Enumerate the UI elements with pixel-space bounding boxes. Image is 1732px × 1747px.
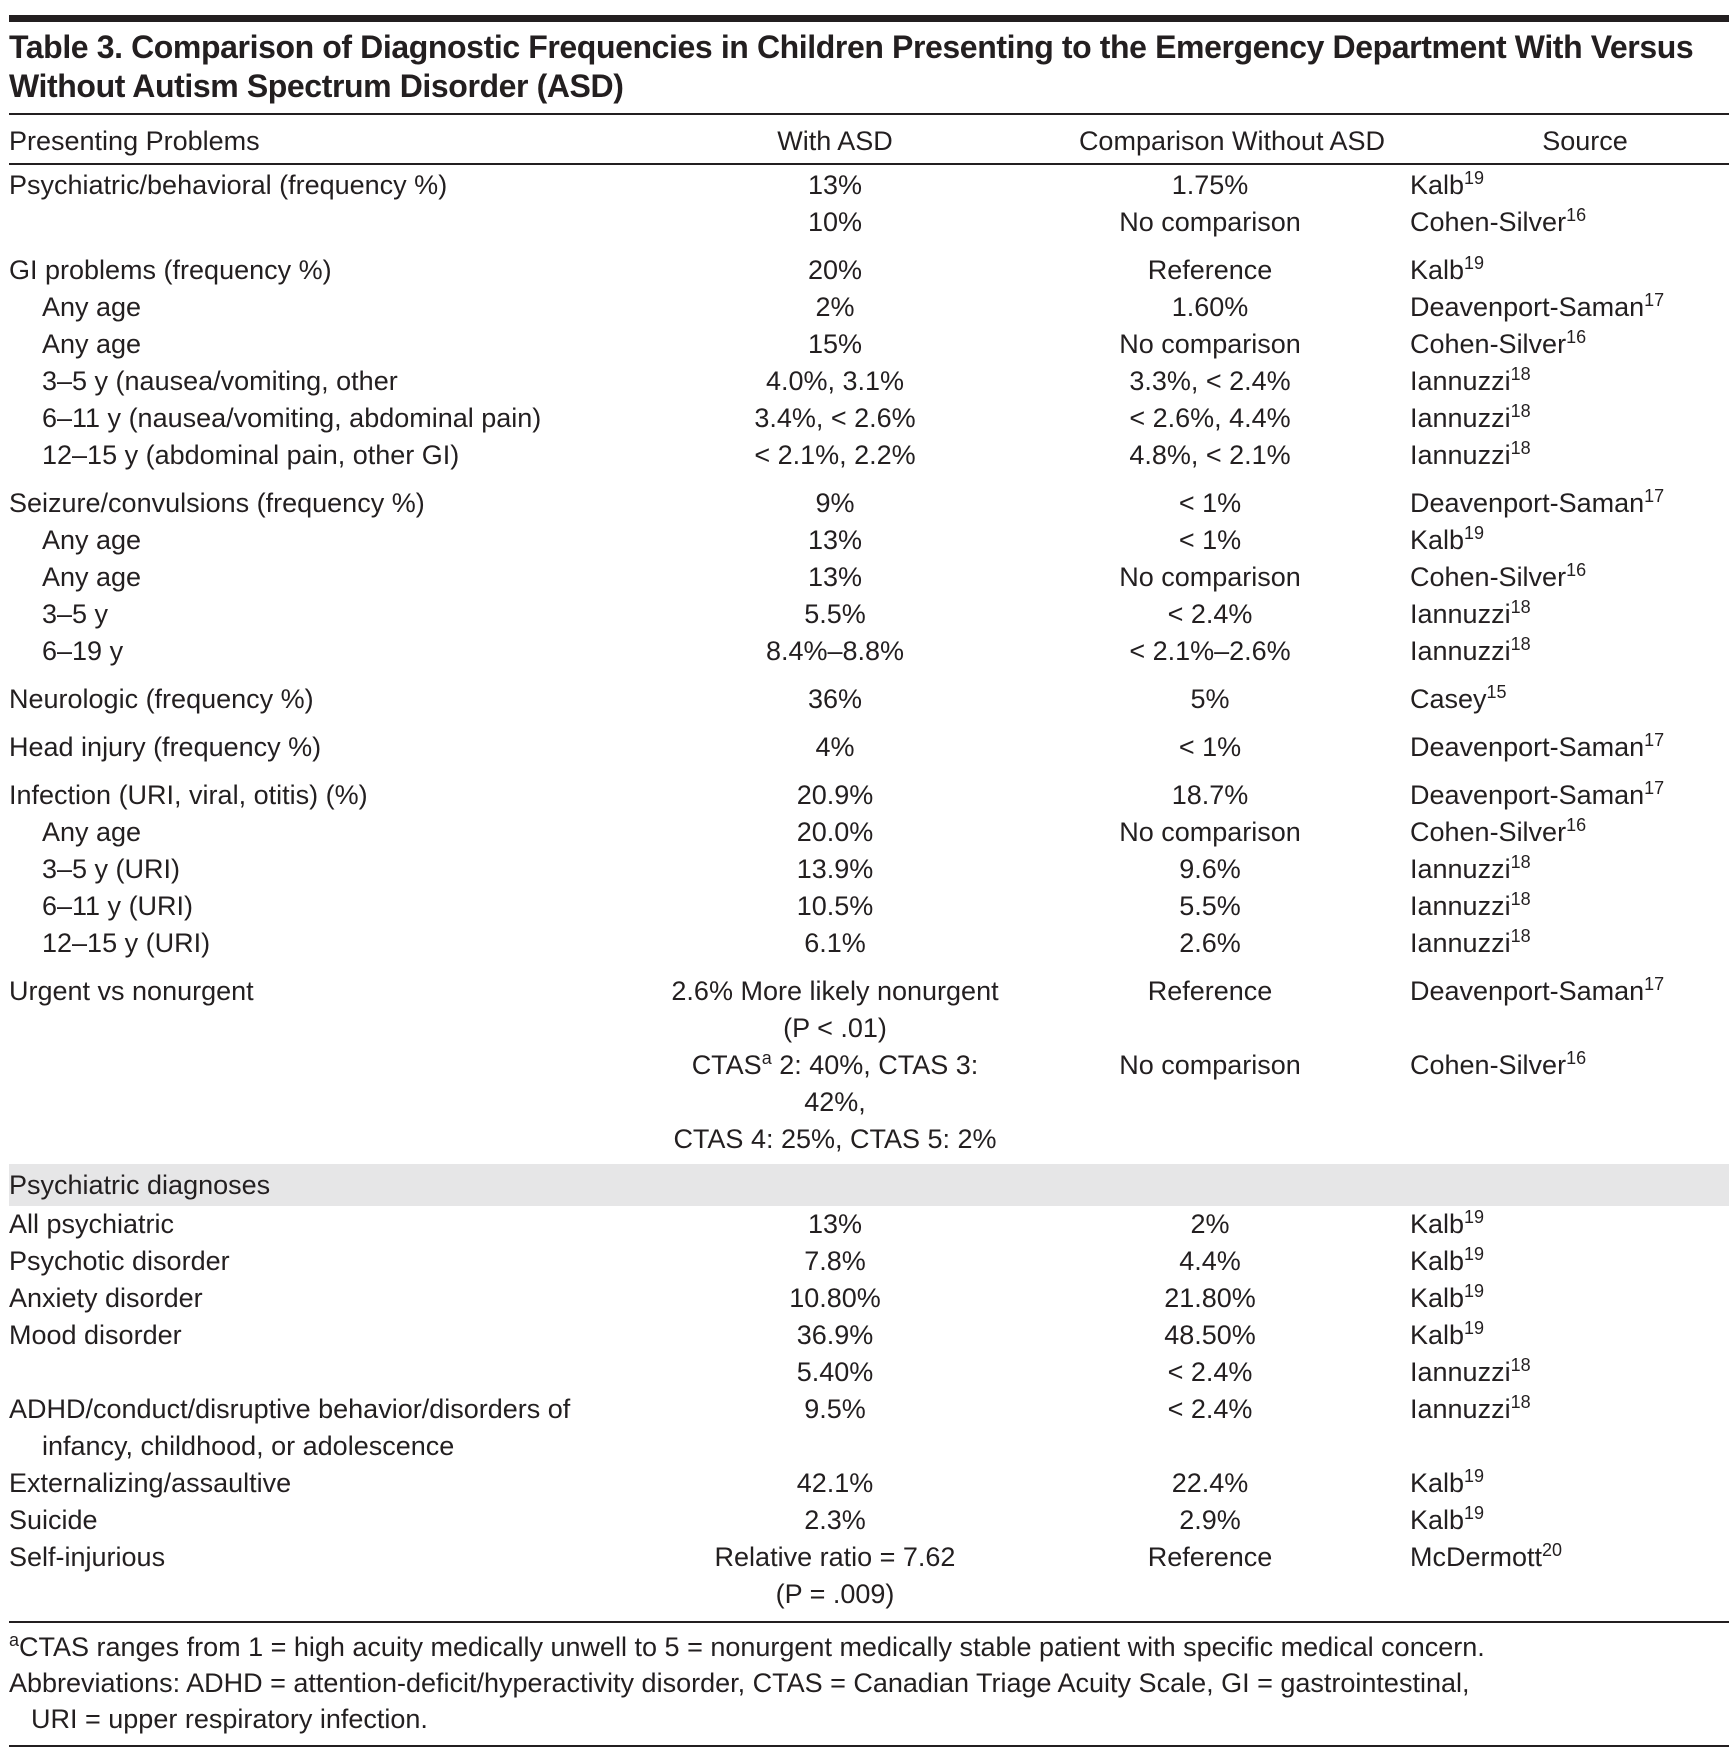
source-reference: 16: [1566, 205, 1587, 225]
presenting-problem-cell: 6–11 y (URI): [42, 891, 194, 921]
source-reference: 17: [1644, 778, 1665, 798]
presenting-problem-cell: Psychiatric/behavioral (frequency %): [9, 170, 448, 200]
source-cell: [1410, 326, 1729, 363]
comparison-cell: 2.6%: [1179, 928, 1241, 958]
with-asd-value: 10.80%: [789, 1283, 881, 1313]
source-author: Iannuzzi: [1410, 599, 1511, 629]
with-asd-value: 3.4%, < 2.6%: [754, 403, 916, 433]
source-cell: [1410, 1354, 1729, 1391]
source-reference: 19: [1464, 1244, 1485, 1264]
source-reference: 18: [1510, 852, 1531, 872]
with-asd-cell: [660, 437, 1010, 474]
with-asd-value: 42.1%: [796, 1468, 874, 1498]
source-cell: [1410, 596, 1729, 633]
comparison-cell: No comparison: [1119, 329, 1301, 359]
with-asd-value: 4.0%, 3.1%: [765, 366, 905, 396]
table-row: [9, 1354, 1729, 1391]
with-asd-cell: [660, 522, 1010, 559]
with-asd-value: 9.5%: [804, 1394, 866, 1424]
source-cell: [1410, 1243, 1729, 1280]
header-presenting-problems: Presenting Problems: [9, 126, 260, 156]
source-reference: 19: [1464, 168, 1485, 188]
table-row: [9, 851, 1729, 888]
presenting-problem-cell: Suicide: [9, 1505, 98, 1535]
comparison-cell: Reference: [1147, 1542, 1273, 1572]
with-asd-cell: [660, 326, 1010, 363]
footnotes: [9, 1621, 1729, 1747]
presenting-problem-cell: 3–5 y: [42, 599, 109, 629]
comparison-cell: < 2.4%: [1167, 1394, 1253, 1424]
source-author: Cohen-Silver: [1410, 329, 1567, 359]
source-author: Cohen-Silver: [1410, 1050, 1567, 1080]
table-row: [9, 1280, 1729, 1317]
with-asd-cell: [660, 1243, 1010, 1280]
source-reference: 18: [1510, 401, 1531, 421]
table-row: [9, 670, 1729, 718]
source-author: Kalb: [1410, 1320, 1465, 1350]
source-cell: [1410, 363, 1729, 400]
presenting-problem-cell: Any age: [42, 817, 142, 847]
with-asd-value: 13.9%: [796, 854, 874, 884]
source-reference: 15: [1486, 682, 1507, 702]
table-row: [9, 522, 1729, 559]
table-row: [9, 962, 1729, 1047]
presenting-problem-cell: GI problems (frequency %): [9, 255, 332, 285]
header-bottom-rule: [9, 163, 1729, 165]
source-cell: [1410, 559, 1729, 596]
comparison-cell: < 1%: [1178, 732, 1242, 762]
table-row: [9, 1047, 1729, 1158]
with-asd-value: 7.8%: [804, 1246, 866, 1276]
with-asd-cell: [660, 1206, 1010, 1243]
presenting-problem-cell: Any age: [42, 525, 142, 555]
with-asd-cell: [660, 559, 1010, 596]
source-author: Deavenport-Saman: [1410, 732, 1645, 762]
source-author: Iannuzzi: [1410, 366, 1511, 396]
with-asd-cell: [660, 474, 1010, 522]
with-asd-cell: [660, 400, 1010, 437]
source-reference: 18: [1510, 364, 1531, 384]
source-author: Kalb: [1410, 255, 1465, 285]
source-reference: 19: [1464, 523, 1485, 543]
source-reference: 16: [1566, 560, 1587, 580]
presenting-problem-cell: Urgent vs nonurgent: [9, 976, 254, 1006]
source-author: McDermott: [1410, 1542, 1543, 1572]
table-row: [9, 1391, 1729, 1465]
with-asd-value: 13%: [807, 1209, 863, 1239]
table-row: [9, 596, 1729, 633]
source-reference: 19: [1464, 253, 1485, 273]
comparison-cell: 2%: [1190, 1209, 1230, 1239]
source-author: Iannuzzi: [1410, 440, 1511, 470]
with-asd-cell: [660, 1047, 1010, 1158]
source-author: Iannuzzi: [1410, 854, 1511, 884]
source-cell: [1410, 167, 1729, 204]
with-asd-value: 9%: [815, 488, 855, 518]
comparison-cell: 18.7%: [1171, 780, 1249, 810]
table-row: [9, 241, 1729, 289]
presenting-problem-cell: Psychotic disorder: [9, 1246, 230, 1276]
source-cell: [1410, 925, 1729, 962]
presenting-problem-cell: Head injury (frequency %): [9, 732, 322, 762]
with-asd-cell: [660, 633, 1010, 670]
source-reference: 19: [1464, 1281, 1485, 1301]
table-row: [9, 437, 1729, 474]
table-row: [9, 289, 1729, 326]
source-cell: [1410, 633, 1729, 670]
source-author: Deavenport-Saman: [1410, 292, 1645, 322]
source-author: Iannuzzi: [1410, 1394, 1511, 1424]
comparison-cell: < 1%: [1178, 525, 1242, 555]
with-asd-value: 2%: [815, 292, 855, 322]
comparison-cell: 22.4%: [1171, 1468, 1249, 1498]
with-asd-cell: [660, 814, 1010, 851]
table-row: [9, 1539, 1729, 1613]
source-cell: [1410, 204, 1729, 241]
comparison-cell: 4.8%, < 2.1%: [1129, 440, 1291, 470]
presenting-problem-cell: Mood disorder: [9, 1320, 182, 1350]
source-author: Kalb: [1410, 1505, 1465, 1535]
with-asd-cell: [660, 1317, 1010, 1354]
source-cell: [1410, 670, 1729, 718]
source-reference: 16: [1566, 815, 1587, 835]
source-author: Deavenport-Saman: [1410, 488, 1645, 518]
table-row: [9, 474, 1729, 522]
header-top-rule: [9, 113, 1729, 115]
source-reference: 19: [1464, 1207, 1485, 1227]
data-table: [9, 167, 1729, 1613]
presenting-problem-cell: [9, 1354, 660, 1391]
source-author: Kalb: [1410, 1468, 1465, 1498]
table-row: [9, 633, 1729, 670]
comparison-cell: < 2.4%: [1167, 599, 1253, 629]
source-cell: [1410, 1502, 1729, 1539]
source-cell: [1410, 522, 1729, 559]
source-cell: [1410, 1047, 1729, 1158]
table-title: Table 3. Comparison of Diagnostic Frequencies in Children Presenting to the Emergency Department With Versus Without Autism Spectrum Disorder (ASD): [9, 29, 1694, 104]
comparison-cell: 21.80%: [1164, 1283, 1256, 1313]
comparison-cell: < 1%: [1178, 488, 1242, 518]
source-cell: [1410, 400, 1729, 437]
presenting-problem-cell: Neurologic (frequency %): [9, 684, 314, 714]
source-cell: [1410, 718, 1729, 766]
source-cell: [1410, 437, 1729, 474]
with-asd-value: 20%: [807, 255, 863, 285]
source-reference: 16: [1566, 327, 1587, 347]
source-reference: 18: [1510, 1355, 1531, 1375]
abbreviations-line-1: Abbreviations: ADHD = attention-deficit/hyperactivity disorder, CTAS = Canadian Triage Acuity Scale, GI = gastrointestinal,: [9, 1668, 1470, 1698]
footnote-rule: [9, 1621, 1729, 1623]
source-cell: [1410, 1317, 1729, 1354]
source-reference: 18: [1510, 926, 1531, 946]
source-reference: 18: [1510, 634, 1531, 654]
table-row: [9, 204, 1729, 241]
comparison-cell: No comparison: [1119, 1050, 1301, 1080]
with-asd-cell: [660, 766, 1010, 814]
with-asd-value: 13%: [807, 170, 863, 200]
with-asd-value: 2: 40%, CTAS 3: 42%, CTAS 4: 25%, CTAS 5: 2%: [673, 1050, 997, 1154]
source-cell: [1410, 1391, 1729, 1465]
source-cell: [1410, 851, 1729, 888]
source-author: Cohen-Silver: [1410, 562, 1567, 592]
top-rule: [9, 15, 1729, 22]
presenting-problem-cell: ADHD/conduct/disruptive behavior/disorders of infancy, childhood, or adolescence: [9, 1394, 571, 1461]
with-asd-value: 36%: [807, 684, 863, 714]
presenting-problem-cell: Anxiety disorder: [9, 1283, 203, 1313]
source-reference: 18: [1510, 889, 1531, 909]
source-author: Deavenport-Saman: [1410, 780, 1645, 810]
with-asd-cell: [660, 1465, 1010, 1502]
source-author: Casey: [1410, 684, 1487, 714]
source-author: Kalb: [1410, 525, 1465, 555]
with-asd-value: < 2.1%, 2.2%: [754, 440, 916, 470]
with-asd-cell: [660, 1280, 1010, 1317]
source-author: Iannuzzi: [1410, 636, 1511, 666]
table-row: [9, 766, 1729, 814]
source-author: Iannuzzi: [1410, 1357, 1511, 1387]
source-cell: [1410, 1206, 1729, 1243]
presenting-problem-cell: Any age: [42, 329, 142, 359]
source-author: Kalb: [1410, 1246, 1465, 1276]
with-asd-cell: [660, 204, 1010, 241]
with-asd-value: 20.0%: [796, 817, 874, 847]
source-author: Kalb: [1410, 1209, 1465, 1239]
comparison-cell: Reference: [1147, 255, 1273, 285]
footnote-a-text: CTAS ranges from 1 = high acuity medically unwell to 5 = nonurgent medically stable patient with specific medical concern.: [19, 1632, 1485, 1662]
table-row: [9, 1206, 1729, 1243]
source-reference: 16: [1566, 1048, 1587, 1068]
with-asd-value: 15%: [807, 329, 863, 359]
source-cell: [1410, 1465, 1729, 1502]
presenting-problem-cell: Any age: [42, 562, 142, 592]
source-author: Cohen-Silver: [1410, 207, 1567, 237]
source-cell: [1410, 1539, 1729, 1613]
comparison-cell: 48.50%: [1164, 1320, 1256, 1350]
comparison-cell: < 2.4%: [1167, 1357, 1253, 1387]
with-asd-cell: [660, 289, 1010, 326]
presenting-problem-cell: Infection (URI, viral, otitis) (%): [9, 780, 368, 810]
with-asd-value: 36.9%: [796, 1320, 874, 1350]
source-reference: 17: [1644, 974, 1665, 994]
comparison-cell: 5%: [1190, 684, 1230, 714]
source-cell: [1410, 474, 1729, 522]
comparison-cell: Reference: [1147, 976, 1273, 1006]
presenting-problem-cell: Externalizing/assaultive: [9, 1468, 292, 1498]
presenting-problem-cell: [9, 204, 660, 241]
presenting-problem-cell: Self-injurious: [9, 1542, 166, 1572]
source-reference: 17: [1644, 486, 1665, 506]
presenting-problem-cell: All psychiatric: [9, 1209, 175, 1239]
presenting-problem-cell: Any age: [42, 292, 142, 322]
with-asd-cell: [660, 241, 1010, 289]
source-author: Iannuzzi: [1410, 928, 1511, 958]
source-cell: [1410, 814, 1729, 851]
comparison-cell: 3.3%, < 2.4%: [1129, 366, 1291, 396]
with-asd-cell: [660, 1354, 1010, 1391]
with-asd-cell: [660, 925, 1010, 962]
with-asd-value: 2.3%: [804, 1505, 866, 1535]
with-asd-cell: [660, 167, 1010, 204]
with-asd-value: 13%: [807, 525, 863, 555]
comparison-cell: 5.5%: [1179, 891, 1241, 921]
header-comparison: Comparison Without ASD: [1078, 126, 1386, 156]
source-reference: 19: [1464, 1466, 1485, 1486]
source-reference: 20: [1542, 1540, 1563, 1560]
footnote-mark: a: [9, 1630, 20, 1650]
source-reference: 19: [1464, 1503, 1485, 1523]
presenting-problem-cell: 12–15 y (abdominal pain, other GI): [42, 440, 460, 470]
source-cell: [1410, 962, 1729, 1047]
source-reference: 17: [1644, 730, 1665, 750]
comparison-cell: 4.4%: [1179, 1246, 1241, 1276]
source-reference: 19: [1464, 1318, 1485, 1338]
table-row: [9, 363, 1729, 400]
source-cell: [1410, 766, 1729, 814]
abbreviations-line-2: URI = upper respiratory infection.: [31, 1704, 428, 1734]
comparison-cell: 1.60%: [1171, 292, 1249, 322]
table-row: [9, 1317, 1729, 1354]
table-row: [9, 1465, 1729, 1502]
table-row: [9, 400, 1729, 437]
with-asd-cell: [660, 363, 1010, 400]
presenting-problem-cell: 6–11 y (nausea/vomiting, abdominal pain): [42, 403, 542, 433]
footnote-a: [9, 1629, 1729, 1665]
table-row: [9, 167, 1729, 204]
with-asd-value: 20.9%: [796, 780, 874, 810]
comparison-cell: 1.75%: [1171, 170, 1249, 200]
table-row: [9, 718, 1729, 766]
with-asd-cell: [660, 670, 1010, 718]
source-author: Iannuzzi: [1410, 403, 1511, 433]
with-asd-cell: [660, 1502, 1010, 1539]
comparison-cell: < 2.1%–2.6%: [1129, 636, 1291, 666]
with-asd-cell: [660, 851, 1010, 888]
with-asd-cell: [660, 596, 1010, 633]
comparison-cell: < 2.6%, 4.4%: [1129, 403, 1291, 433]
with-asd-value: 2.6% More likely nonurgent (P < .01): [671, 976, 999, 1043]
with-asd-value: 5.5%: [804, 599, 866, 629]
presenting-problem-cell: 6–19 y: [42, 636, 124, 666]
source-cell: [1410, 289, 1729, 326]
source-cell: [1410, 888, 1729, 925]
table-row: [9, 559, 1729, 596]
source-reference: 18: [1510, 438, 1531, 458]
with-asd-value: 5.40%: [796, 1357, 874, 1387]
table-row: [9, 326, 1729, 363]
with-asd-cell: [660, 962, 1010, 1047]
presenting-problem-cell: [9, 1047, 660, 1158]
source-cell: [1410, 1280, 1729, 1317]
presenting-problem-cell: 12–15 y (URI): [42, 928, 211, 958]
section-band-label: Psychiatric diagnoses: [9, 1164, 1729, 1206]
table-row: [9, 888, 1729, 925]
with-asd-value: 13%: [807, 562, 863, 592]
comparison-cell: No comparison: [1119, 562, 1301, 592]
comparison-cell: No comparison: [1119, 817, 1301, 847]
source-author: Kalb: [1410, 1283, 1465, 1313]
with-asd-cell: [660, 1391, 1010, 1465]
comparison-cell: 2.9%: [1179, 1505, 1241, 1535]
comparison-cell: 9.6%: [1179, 854, 1241, 884]
with-asd-value: 8.4%–8.8%: [765, 636, 905, 666]
with-asd-cell: [660, 888, 1010, 925]
header-with-asd: With ASD: [777, 126, 893, 156]
with-asd-cell: [660, 718, 1010, 766]
source-reference: 18: [1510, 1392, 1531, 1412]
with-asd-value: 10%: [807, 207, 863, 237]
with-asd-value: 10.5%: [796, 891, 874, 921]
table-row: [9, 925, 1729, 962]
source-reference: 18: [1510, 597, 1531, 617]
table-row: [9, 1243, 1729, 1280]
section-band-row: [9, 1164, 1729, 1206]
with-asd-value: 4%: [815, 732, 855, 762]
with-asd-value: 6.1%: [804, 928, 866, 958]
source-cell: [1410, 241, 1729, 289]
source-author: Cohen-Silver: [1410, 817, 1567, 847]
comparison-cell: No comparison: [1119, 207, 1301, 237]
presenting-problem-cell: 3–5 y (nausea/vomiting, other: [42, 366, 398, 396]
presenting-problem-cell: 3–5 y (URI): [42, 854, 181, 884]
table-header: [0, 122, 1732, 160]
with-asd-prefix: CTAS: [691, 1050, 762, 1080]
source-author: Kalb: [1410, 170, 1465, 200]
footnote-mark: a: [761, 1048, 772, 1068]
source-reference: 17: [1644, 290, 1665, 310]
presenting-problem-cell: Seizure/convulsions (frequency %): [9, 488, 425, 518]
source-author: Deavenport-Saman: [1410, 976, 1645, 1006]
table-row: [9, 1502, 1729, 1539]
table-row: [9, 814, 1729, 851]
source-author: Iannuzzi: [1410, 891, 1511, 921]
header-source: Source: [1542, 126, 1628, 156]
with-asd-value: Relative ratio = 7.62 (P = .009): [714, 1542, 956, 1609]
with-asd-cell: [660, 1539, 1010, 1613]
